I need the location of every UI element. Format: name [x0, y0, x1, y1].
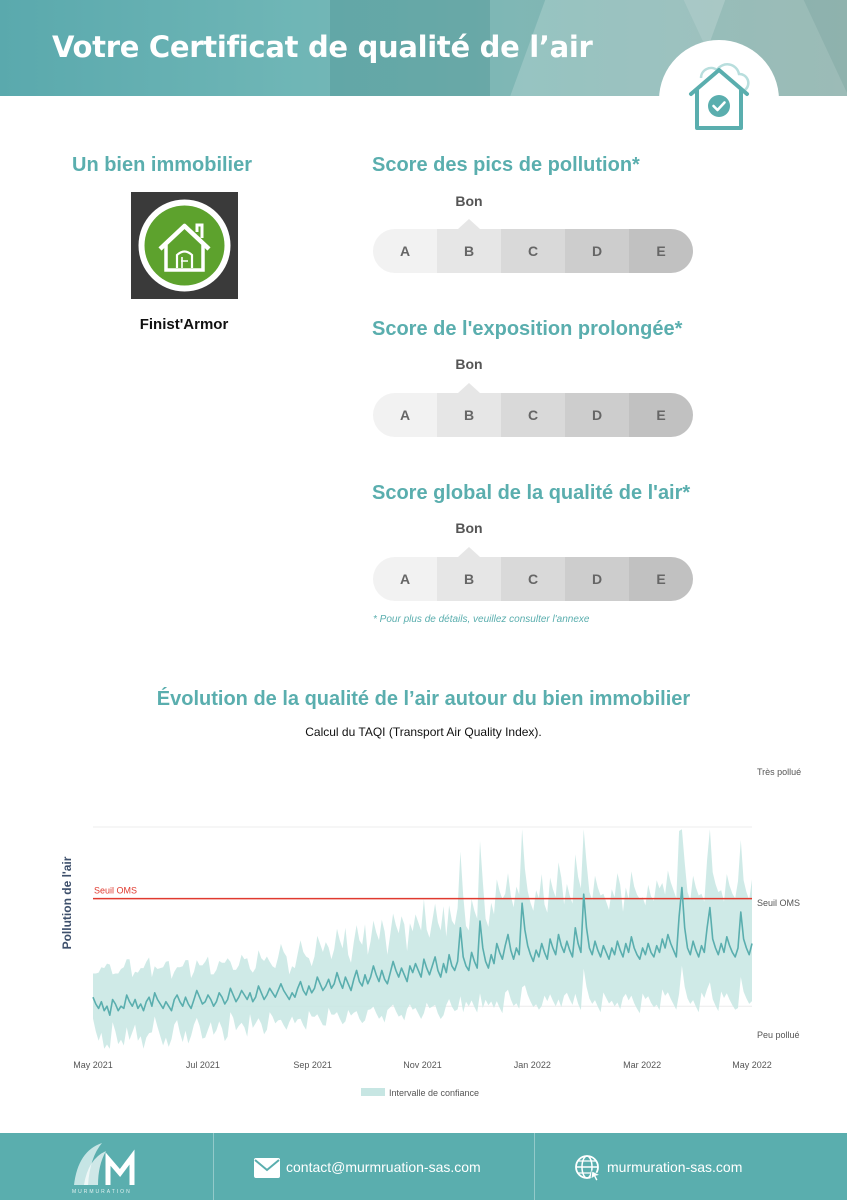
- grade-pointer: [458, 383, 480, 393]
- chart-section-title: Évolution de la qualité de l’air autour du bien immobilier: [156, 688, 691, 710]
- grade-cell-c: C: [501, 557, 565, 601]
- globe-icon: [574, 1154, 602, 1182]
- confidence-band: [93, 829, 752, 1049]
- score-title: Score global de la qualité de l'air*: [372, 482, 691, 504]
- air-quality-chart: [0, 755, 847, 1110]
- property-name: Finist'Armor: [139, 316, 229, 333]
- footer-divider: [534, 1133, 535, 1200]
- x-tick-label: Sep 2021: [293, 1060, 332, 1070]
- property-logo: [131, 192, 238, 299]
- x-axis-ticks: [73, 1060, 772, 1070]
- threshold-label: Seuil OMS: [94, 885, 138, 896]
- certified-house-badge: [659, 40, 779, 160]
- grade-label: Bon: [455, 193, 483, 209]
- score-title: Score des pics de pollution*: [372, 154, 640, 176]
- grade-cell-d: D: [565, 557, 629, 601]
- annex-footnote: * Pour plus de détails, veuillez consulter l'annexe: [373, 614, 590, 625]
- house-check-icon: [679, 54, 759, 134]
- grade-cell-d: D: [565, 229, 629, 273]
- grade-cell-c: C: [501, 393, 565, 437]
- right-label-threshold: Seuil OMS: [757, 898, 801, 908]
- y-axis-label: Pollution de l'air: [60, 856, 74, 950]
- right-label-top: Très pollué: [757, 767, 802, 777]
- legend-label: Intervalle de confiance: [389, 1088, 480, 1098]
- x-tick-label: Jul 2021: [185, 1060, 220, 1070]
- grade-cell-e: E: [629, 557, 693, 601]
- murmuration-logo-icon: [68, 1137, 144, 1189]
- grade-scale: [373, 557, 693, 601]
- grade-pointer: [458, 219, 480, 229]
- grade-cell-a: A: [373, 393, 437, 437]
- mail-icon: [253, 1157, 281, 1179]
- page-title: Votre Certificat de qualité de l’air: [52, 30, 593, 64]
- x-tick-label: May 2021: [73, 1060, 113, 1070]
- grade-cell-e: E: [629, 229, 693, 273]
- website-link[interactable]: murmuration-sas.com: [607, 1159, 743, 1175]
- grade-cell-a: A: [373, 229, 437, 273]
- chart-section-subtitle: Calcul du TAQI (Transport Air Quality Index).: [305, 725, 542, 739]
- grade-label: Bon: [455, 356, 483, 372]
- grade-cell-b: B: [437, 229, 501, 273]
- x-tick-label: Nov 2021: [403, 1060, 442, 1070]
- grade-cell-c: C: [501, 229, 565, 273]
- grade-cell-b: B: [437, 557, 501, 601]
- x-tick-label: May 2022: [732, 1060, 772, 1070]
- property-section-title: Un bien immobilier: [72, 154, 253, 176]
- grade-label: Bon: [455, 520, 483, 536]
- grade-scale: [373, 393, 693, 437]
- grade-cell-e: E: [629, 393, 693, 437]
- brand-name: MURMURATION: [72, 1189, 132, 1195]
- grade-cell-a: A: [373, 557, 437, 601]
- footer-divider: [213, 1133, 214, 1200]
- footer: [0, 1133, 847, 1200]
- grade-scale: [373, 229, 693, 273]
- x-tick-label: Jan 2022: [513, 1060, 551, 1070]
- legend-swatch: [361, 1088, 385, 1096]
- score-title: Score de l'exposition prolongée*: [372, 318, 683, 340]
- x-tick-label: Mar 2022: [623, 1060, 662, 1070]
- green-house-logo-icon: [131, 192, 238, 299]
- contact-email-link[interactable]: contact@murmruation-sas.com: [286, 1159, 481, 1175]
- right-label-bottom: Peu pollué: [757, 1030, 800, 1040]
- grade-cell-b: B: [437, 393, 501, 437]
- grade-cell-d: D: [565, 393, 629, 437]
- grade-pointer: [458, 547, 480, 557]
